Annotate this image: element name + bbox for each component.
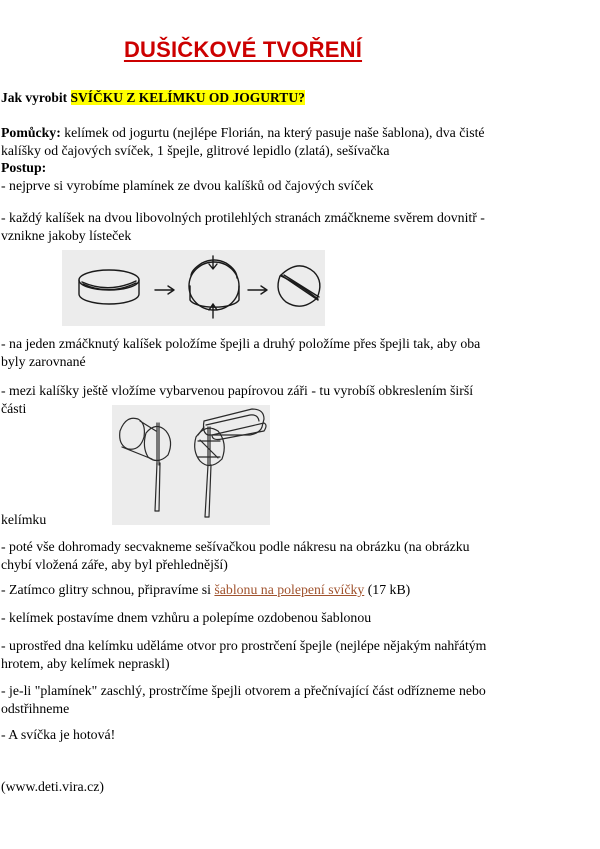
figure-cup-folding-steps bbox=[62, 250, 325, 326]
step-8: - uprostřed dna kelímku uděláme otvor pro prostrčení špejle (nejlépe nějakým nahřátým hrotem, aby kelímek nepraskl) bbox=[1, 638, 487, 671]
step-6 bbox=[1, 581, 491, 599]
materials-text: kelímek od jogurtu (nejlépe Florián, na který pasuje naše šablona), dva čisté kalíšky od čajových svíček, 1 špejle, glitrové lepidlo (zlatá), sešívačka bbox=[1, 125, 485, 158]
step-10: - A svíčka je hotová! bbox=[1, 727, 116, 742]
step-2: - každý kalíšek na dvou libovolných protilehlých stranách zmáčkneme svěrem dovnitř - vznikne jakoby lísteček bbox=[1, 210, 485, 243]
step-7: - kelímek postavíme dnem vzhůru a polepíme ozdobenou šablonou bbox=[1, 610, 372, 625]
step-3: - na jeden zmáčknutý kalíšek položíme špejli a druhý položíme přes špejli tak, aby oba byly zarovnané bbox=[1, 336, 481, 369]
step-6-text-before: - Zatímco glitry schnou, připravíme si bbox=[1, 582, 215, 597]
step-9: - je-li "plamínek" zaschlý, prostrčíme špejli otvorem a přečnívající část odřízneme nebo odstřihneme bbox=[1, 683, 486, 716]
template-download-link[interactable]: šablonu na polepení svíčky bbox=[214, 582, 365, 597]
step-5: - poté vše dohromady secvakneme sešívačkou podle nákresu na obrázku (na obrázku chybí vložená záře, aby byl přehlednější) bbox=[1, 539, 470, 572]
subtitle-lead: Jak vyrobit bbox=[1, 90, 71, 105]
subtitle-highlighted: SVÍČKU Z KELÍMKU OD JOGURTU? bbox=[70, 90, 305, 105]
source-attribution: (www.deti.vira.cz) bbox=[1, 779, 104, 794]
materials-label: Pomůcky: bbox=[1, 125, 61, 140]
step-1: - nejprve si vyrobíme plamínek ze dvou kalíšků od čajových svíček bbox=[1, 178, 374, 193]
subtitle-line bbox=[1, 90, 305, 107]
materials-paragraph bbox=[1, 124, 491, 159]
procedure-heading bbox=[1, 159, 491, 177]
figure-caption-kelimku: kelímku bbox=[1, 512, 47, 527]
assembly-stapler-diagram-icon bbox=[112, 405, 270, 525]
cup-folding-diagram-icon bbox=[62, 250, 325, 326]
step-6-file-size: (17 kB) bbox=[364, 582, 411, 597]
page-title: DUŠIČKOVÉ TVOŘENÍ bbox=[123, 37, 363, 62]
step-4: - mezi kalíšky ještě vložíme vybarvenou papírovou záři - tu vyrobíš obkreslením širší části bbox=[1, 383, 474, 416]
figure-assembly-stapler bbox=[112, 405, 270, 525]
procedure-label: Postup: bbox=[1, 160, 47, 175]
